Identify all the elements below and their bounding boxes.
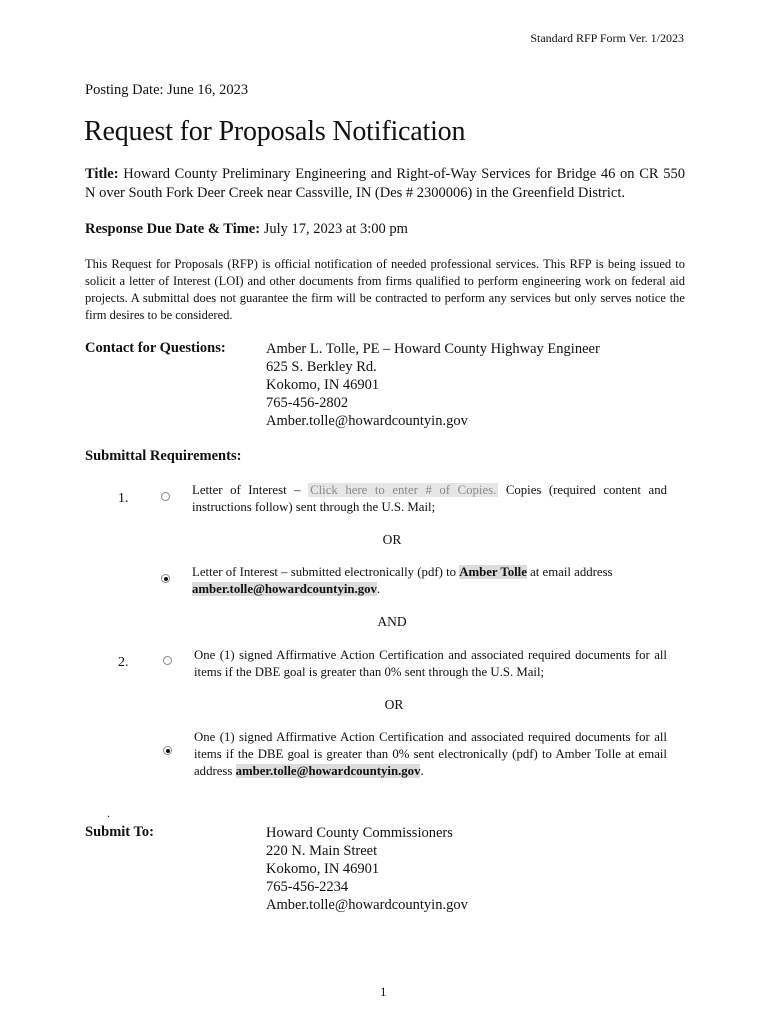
item-1-option-email-mid: at email address <box>526 565 613 579</box>
form-version: Standard RFP Form Ver. 1/2023 <box>530 31 684 45</box>
submit-to-line: Howard County Commissioners <box>266 825 453 841</box>
submit-to-line: 765-456-2234 <box>266 879 349 895</box>
response-due <box>85 220 685 239</box>
contact-email: Amber.tolle@howardcountyin.gov <box>266 413 468 429</box>
contact-line: 625 S. Berkley Rd. <box>266 359 377 375</box>
recipient-email: amber.tolle@howardcountyin.gov <box>192 582 377 596</box>
item-1-option-mail-text <box>192 482 667 516</box>
item-1-option-mail-suffix: Copies (required content and instructions follow) sent through the U.S. Mail; <box>192 483 667 514</box>
copies-count-field[interactable]: Click here to enter # of Copies. <box>310 483 497 497</box>
and-separator: AND <box>377 614 407 629</box>
contact-line: Amber L. Tolle, PE – Howard County Highway Engineer <box>266 341 600 357</box>
item-1-number: 1. <box>118 491 129 506</box>
page-title: Request for Proposals Notification <box>84 116 466 147</box>
item-2-option-mail-text: One (1) signed Affirmative Action Certification and associated required documents for all items if the DBE goal is greater than 0% sent through the U.S. Mail; <box>194 648 667 679</box>
or-separator-2: OR <box>384 697 404 712</box>
response-label: Response Due Date & Time: <box>85 221 261 237</box>
intro-paragraph: This Request for Proposals (RFP) is official notification of needed professional services. This RFP is being issued to solicit a letter of Interest (LOI) and other documents from firms qualified to perform engineering work on federal aid projects. A submittal does not guarantee the firm will be contracted to perform any services but only serves notice the firm desires to be considered. <box>85 257 685 322</box>
response-text: July 17, 2023 at 3:00 pm <box>263 221 408 237</box>
item-2-option-email-suffix: . <box>420 764 424 778</box>
or-separator-1: OR <box>382 532 402 547</box>
page-number: 1 <box>380 984 387 999</box>
certification-email: amber.tolle@howardcountyin.gov <box>235 764 421 778</box>
item-1-option-mail-prefix: Letter of Interest – <box>192 483 309 497</box>
item-1-option-mail-radio[interactable] <box>161 492 170 501</box>
contact-line: Kokomo, IN 46901 <box>266 377 380 393</box>
item-2-number: 2. <box>118 655 129 670</box>
title-paragraph <box>85 165 685 203</box>
item-1-option-email-radio[interactable] <box>161 574 170 583</box>
item-1-option-email-suffix: . <box>376 582 381 596</box>
stray-mark: . <box>107 806 110 820</box>
item-1-option-email-text <box>192 564 667 598</box>
posting-date: Posting Date: June 16, 2023 <box>85 82 249 98</box>
title-label: Title: <box>85 166 119 182</box>
contact-address <box>266 340 600 430</box>
submit-to-line: 220 N. Main Street <box>266 843 378 859</box>
submit-to-address <box>266 824 468 914</box>
submit-to-line: Kokomo, IN 46901 <box>266 861 380 877</box>
submittal-heading: Submittal Requirements: <box>85 448 242 464</box>
submit-to-label: Submit To: <box>85 824 154 840</box>
item-2-option-email-text <box>194 729 667 780</box>
contact-line: 765-456-2802 <box>266 395 349 411</box>
title-text: Howard County Preliminary Engineering and Right-of-Way Services for Bridge 46 on CR 550 N over South Fork Deer Creek near Cassville, IN (Des # 2300006) in the Greenfield District. <box>85 166 685 201</box>
item-2-option-email-prefix: One (1) signed Affirmative Action Certification and associated required documents for all items if the DBE goal is greater than 0% sent electronically (pdf) to Amber Tolle at email address <box>194 730 667 778</box>
item-2-option-email-radio[interactable] <box>163 746 172 755</box>
item-1-option-email-prefix: Letter of Interest – submitted electronically (pdf) to <box>192 565 460 579</box>
contact-label: Contact for Questions: <box>85 340 226 356</box>
recipient-name: Amber Tolle <box>459 565 527 579</box>
submit-to-email: Amber.tolle@howardcountyin.gov <box>266 897 468 913</box>
item-2-option-mail-radio[interactable] <box>163 656 172 665</box>
